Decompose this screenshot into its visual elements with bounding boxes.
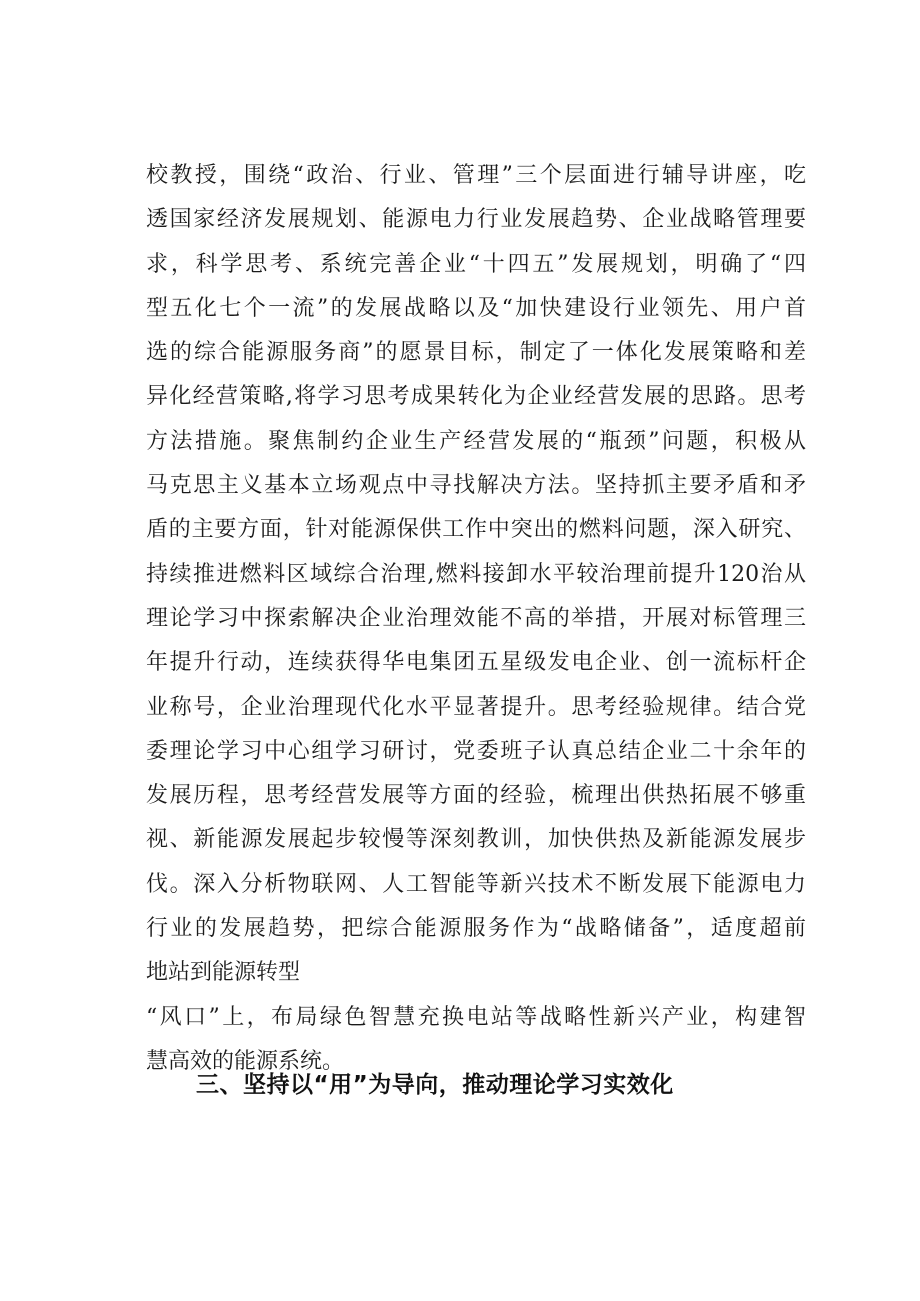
- text-line: 选的综合能源服务商”的愿景目标，制定了一体化发展策略和差: [146, 340, 806, 366]
- text-line: 盾的主要方面，针对能源保供工作中突出的燃料问题，深入研究、: [146, 517, 806, 543]
- text-line: 型五化七个一流”的发展战略以及“加快建设行业领先、用户首: [146, 295, 806, 321]
- text-line: 行业的发展趋势，把综合能源服务作为“战略储备”，适度超前: [146, 916, 806, 942]
- text-line: 马克思主义基本立场观点中寻找解决方法。坚持抓主要矛盾和矛: [146, 473, 806, 499]
- text-line: 校教授，围绕“政治、行业、管理”三个层面进行辅导讲座，吃: [146, 163, 806, 188]
- text-line: 持续推进燃料区域综合治理,燃料接卸水平较治理前提升120治从: [146, 561, 806, 587]
- text-line: 异化经营策略,将学习思考成果转化为企业经营发展的思路。思考: [146, 384, 806, 410]
- text-line: 理论学习中探索解决企业治理效能不高的举措，开展对标管理三: [146, 605, 806, 631]
- text-line: “风口”上，布局绿色智慧充换电站等战略性新兴产业，构建智: [146, 1004, 806, 1030]
- text-line: 透国家经济发展规划、能源电力行业发展趋势、企业战略管理要: [146, 207, 806, 233]
- body-paragraph: [146, 154, 806, 1084]
- text-line: 视、新能源发展起步较慢等深刻教训，加快供热及新能源发展步: [146, 827, 806, 853]
- text-line: 委理论学习中心组学习研讨，党委班子认真总结企业二十余年的: [146, 738, 806, 764]
- text-line: 伐。深入分析物联网、人工智能等新兴技术不断发展下能源电力: [146, 871, 806, 897]
- text-line: 方法措施。聚焦制约企业生产经营发展的“瓶颈”问题，积极从: [146, 428, 806, 454]
- text-line: 年提升行动，连续获得华电集团五星级发电企业、创一流标杆企: [146, 650, 806, 676]
- text-line: 发展历程，思考经营发展等方面的经验，梳理出供热拓展不够重: [146, 783, 806, 809]
- text-line: 求，科学思考、系统完善企业“十四五”发展规划，明确了“四: [146, 251, 806, 277]
- text-line: 业称号，企业治理现代化水平显著提升。思考经验规律。结合党: [146, 694, 806, 720]
- text-line: 地站到能源转型: [146, 960, 301, 986]
- text-line: 慧高效的能源系统。: [146, 1048, 345, 1074]
- section-heading: 三、坚持以“用”为导向，推动理论学习实效化: [196, 1072, 674, 1098]
